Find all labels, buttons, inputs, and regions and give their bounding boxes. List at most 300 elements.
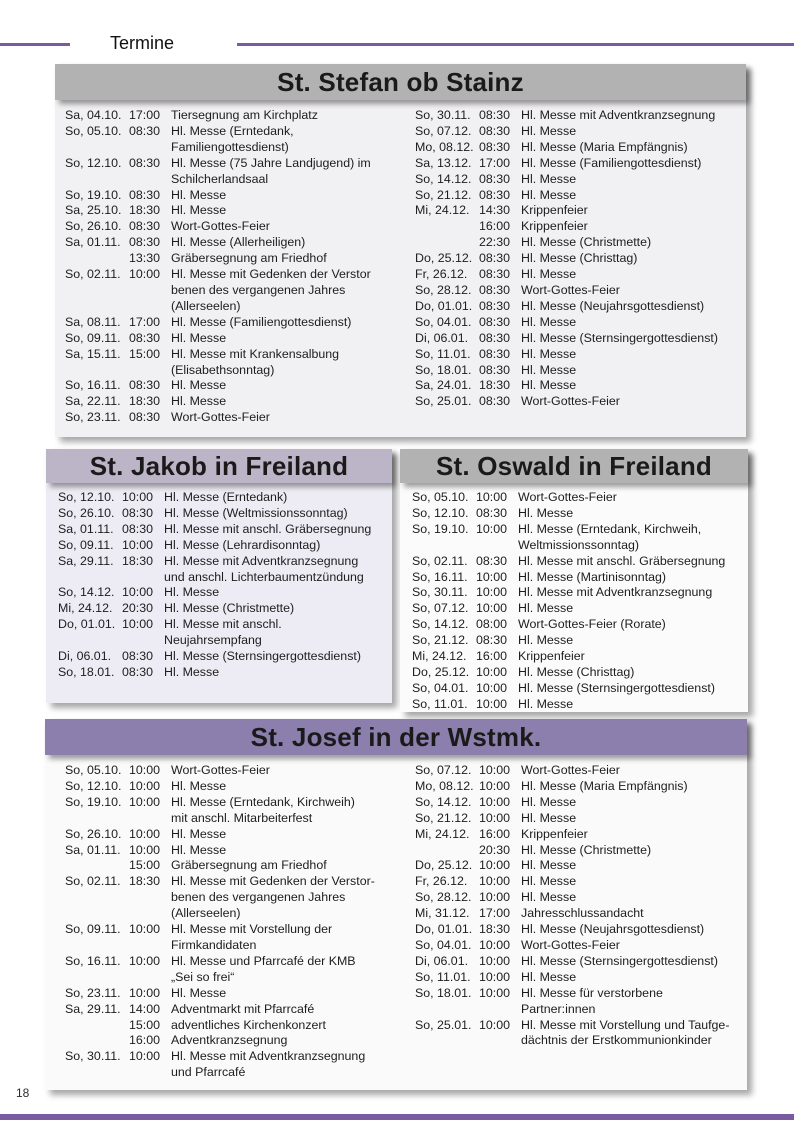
event-text: Hl. Messe (Erntedank, Kirchweih) mit anschl. Mitarbeiterfest: [171, 794, 355, 825]
event-text: Hl. Messe: [521, 874, 577, 889]
event-date: So, 25.01.: [415, 1017, 472, 1032]
event-date: So, 05.10.: [412, 490, 469, 504]
event-time: 10:00: [479, 794, 511, 809]
event-time: 08:30: [479, 282, 511, 297]
event-text: Hl. Messe (Christtag): [521, 251, 638, 266]
event-row: [412, 649, 744, 665]
event-row: [58, 554, 388, 586]
event-row: [65, 267, 415, 315]
event-text: Hl. Messe: [171, 985, 227, 1000]
event-row: [412, 617, 744, 633]
event-row: [65, 858, 415, 874]
event-date: Sa, 04.10.: [65, 108, 122, 122]
section-title: St. Stefan ob Stainz: [55, 64, 746, 100]
event-row: [412, 585, 744, 601]
event-text: Hl. Messe (Christtag): [518, 664, 635, 679]
event-text: Hl. Messe: [521, 969, 577, 984]
event-row: [412, 554, 744, 570]
event-text: Hl. Messe (Martinisonntag): [518, 569, 667, 584]
event-text: Hl. Messe: [521, 362, 577, 377]
event-text: Hl. Messe: [164, 585, 220, 600]
event-date: Di, 06.01.: [58, 649, 112, 664]
event-date: Sa, 29.11.: [65, 1001, 121, 1016]
event-text: Hl. Messe mit anschl. Gräbersegnung: [518, 553, 726, 568]
event-time: 08:30: [122, 505, 154, 520]
event-text: Krippenfeier: [521, 826, 588, 841]
event-row: [415, 140, 735, 156]
event-text: Gräbersegnung am Friedhof: [171, 858, 327, 873]
event-row: [415, 858, 745, 874]
event-time: 10:00: [479, 763, 511, 777]
event-text: Hl. Messe (Christmette): [521, 842, 652, 857]
event-text: Hl. Messe und Pfarrcafé der KMB „Sei so frei“: [171, 953, 356, 984]
event-time: 17:00: [129, 314, 161, 329]
event-date: So, 21.12.: [415, 187, 472, 202]
event-date: So, 23.11.: [65, 985, 121, 1000]
event-text: Hl. Messe: [518, 696, 574, 711]
event-date: Mi, 24.12.: [58, 601, 113, 616]
event-text: Hl. Messe (Neujahrsgottesdienst): [521, 298, 705, 313]
event-row: [58, 649, 388, 665]
event-time: 10:00: [479, 890, 511, 905]
event-row: [415, 394, 735, 410]
event-date: So, 18.01.: [58, 664, 115, 679]
event-row: [65, 827, 415, 843]
event-text: Hl. Messe mit Adventkranzsegnung und Pfarrcafé: [171, 1049, 366, 1080]
event-text: Hl. Messe (Weltmissionssonntag): [164, 505, 348, 520]
event-text: Hl. Messe: [521, 890, 577, 905]
event-text: Hl. Messe: [521, 378, 577, 393]
event-text: Krippenfeier: [518, 649, 585, 664]
section-body: [400, 483, 748, 713]
event-row: [65, 156, 415, 188]
event-date: Sa, 13.12.: [415, 155, 472, 170]
event-row: [58, 665, 388, 681]
event-time: 18:30: [479, 922, 511, 937]
event-date: Mo, 08.12.: [415, 778, 474, 793]
event-time: 08:30: [129, 219, 161, 234]
event-date: So, 14.12.: [58, 585, 115, 600]
event-text: Hl. Messe: [171, 203, 227, 218]
event-text: Hl. Messe: [521, 187, 577, 202]
event-text: Hl. Messe mit Vorstellung und Taufge- dächtnis der Erstkommunionkinder: [521, 1017, 730, 1048]
event-time: 10:00: [476, 585, 508, 600]
event-date: So, 02.11.: [65, 267, 121, 282]
event-date: So, 02.11.: [412, 553, 468, 568]
event-time: 10:00: [479, 778, 511, 793]
event-date: So, 09.11.: [65, 922, 121, 937]
event-time: 10:00: [476, 490, 508, 504]
page-number: 18: [16, 1086, 30, 1100]
event-row: [58, 617, 388, 649]
event-time: 08:30: [479, 123, 511, 138]
event-time: 16:00: [479, 219, 511, 234]
event-row: [65, 394, 415, 410]
event-time: 08:30: [476, 505, 508, 520]
event-time: 10:00: [479, 969, 511, 984]
event-date: So, 07.12.: [412, 601, 469, 616]
event-date: Mi, 24.12.: [415, 826, 470, 841]
event-text: Hl. Messe (Maria Empfängnis): [521, 139, 688, 154]
event-row: [65, 108, 415, 124]
event-date: Do, 25.12.: [412, 664, 470, 679]
event-row: [415, 156, 735, 172]
event-row: [412, 570, 744, 586]
event-row: [415, 203, 735, 219]
section-title: St. Oswald in Freiland: [400, 449, 748, 483]
event-text: Hl. Messe: [171, 187, 227, 202]
schedule-column-right: [415, 763, 745, 1049]
event-date: So, 25.01.: [415, 394, 472, 409]
event-time: 16:00: [479, 826, 511, 841]
event-date: Sa, 01.11.: [58, 521, 114, 536]
event-date: Fr, 26.12.: [415, 874, 468, 889]
event-row: [415, 970, 745, 986]
event-row: [65, 124, 415, 156]
event-row: [412, 601, 744, 617]
event-date: Mi, 24.12.: [415, 203, 470, 218]
event-row: [412, 681, 744, 697]
event-time: 08:30: [479, 171, 511, 186]
event-date: So, 04.01.: [415, 314, 472, 329]
event-row: [412, 522, 744, 554]
event-row: [65, 1002, 415, 1018]
event-text: Hl. Messe (Familiengottesdienst): [521, 155, 702, 170]
event-date: So, 14.12.: [415, 171, 472, 186]
section-title: St. Josef in der Wstmk.: [45, 719, 747, 755]
event-time: 13:30: [129, 251, 161, 266]
event-row: [65, 331, 415, 347]
event-text: Hl. Messe: [521, 346, 577, 361]
event-row: [415, 827, 745, 843]
event-time: 14:00: [129, 1001, 161, 1016]
event-time: 08:30: [129, 155, 161, 170]
event-text: Hl. Messe mit Vorstellung der Firmkandidaten: [171, 922, 333, 952]
event-date: Mi, 24.12.: [412, 649, 467, 664]
event-date: Di, 06.01.: [415, 953, 469, 968]
event-time: 10:00: [479, 953, 511, 968]
schedule-column: [412, 490, 744, 713]
event-text: Wort-Gottes-Feier: [521, 394, 620, 409]
event-date: Sa, 01.11.: [65, 842, 121, 857]
event-text: Hl. Messe: [171, 394, 227, 409]
event-time: 17:00: [479, 155, 511, 170]
event-time: 08:30: [479, 362, 511, 377]
event-row: [65, 1049, 415, 1081]
event-time: 08:30: [479, 108, 511, 122]
event-text: Hl. Messe: [521, 794, 577, 809]
event-text: Wort-Gottes-Feier: [521, 937, 620, 952]
section-st-stefan: [55, 64, 746, 437]
event-text: Hl. Messe (Maria Empfängnis): [521, 778, 688, 793]
schedule-column-left: [65, 108, 415, 426]
event-text: Wort-Gottes-Feier: [518, 490, 617, 504]
event-date: Fr, 26.12.: [415, 267, 468, 282]
event-row: [58, 490, 388, 506]
event-text: Hl. Messe: [171, 842, 227, 857]
event-date: So, 21.12.: [415, 810, 472, 825]
section-title: St. Jakob in Freiland: [46, 449, 392, 483]
event-time: 10:00: [479, 1017, 511, 1032]
event-date: [415, 219, 479, 235]
event-date: So, 04.01.: [412, 680, 469, 695]
event-text: Hl. Messe mit anschl. Gräbersegnung: [164, 521, 372, 536]
event-date: So, 30.11.: [412, 585, 468, 600]
event-text: Hl. Messe (Sternsingergottesdienst): [521, 330, 718, 345]
event-date: So, 18.01.: [415, 362, 472, 377]
event-time: 08:30: [129, 123, 161, 138]
event-date: So, 07.12.: [415, 123, 472, 138]
event-time: 20:30: [479, 842, 511, 857]
event-time: 08:30: [479, 346, 511, 361]
event-time: 17:00: [479, 906, 511, 921]
event-time: 08:30: [479, 394, 511, 409]
event-row: [415, 108, 735, 124]
event-time: 22:30: [479, 235, 511, 250]
event-text: Krippenfeier: [521, 219, 588, 234]
event-row: [65, 922, 415, 954]
event-row: [415, 843, 745, 859]
event-date: So, 16.11.: [412, 569, 468, 584]
event-text: Hl. Messe: [521, 267, 577, 282]
event-time: 15:00: [129, 346, 161, 361]
event-date: Do, 01.01.: [415, 298, 473, 313]
section-st-oswald: [400, 449, 748, 712]
event-time: 18:30: [129, 203, 161, 218]
event-time: 10:00: [122, 537, 154, 552]
event-date: So, 14.12.: [412, 617, 469, 632]
event-row: [415, 954, 745, 970]
event-date: So, 04.01.: [415, 937, 472, 952]
event-date: Sa, 22.11.: [65, 394, 121, 409]
event-row: [412, 506, 744, 522]
event-text: Hl. Messe mit Adventkranzsegnung: [518, 585, 713, 600]
event-row: [415, 795, 745, 811]
event-row: [65, 954, 415, 986]
event-row: [415, 331, 735, 347]
event-row: [415, 779, 745, 795]
event-date: So, 09.11.: [65, 330, 121, 345]
event-row: [415, 890, 745, 906]
event-time: 10:00: [476, 696, 508, 711]
event-row: [415, 363, 735, 379]
event-date: So, 28.12.: [415, 890, 472, 905]
event-row: [415, 938, 745, 954]
event-date: So, 12.10.: [58, 490, 115, 504]
event-time: 10:00: [479, 874, 511, 889]
event-time: 08:30: [479, 330, 511, 345]
footer-rule: [0, 1114, 794, 1120]
event-time: 16:00: [476, 649, 508, 664]
event-time: 08:30: [129, 187, 161, 202]
event-time: 16:00: [129, 1033, 161, 1048]
event-date: So, 11.01.: [415, 346, 471, 361]
event-text: Hl. Messe: [521, 314, 577, 329]
event-text: Hl. Messe (Familiengottesdienst): [171, 314, 352, 329]
event-time: 10:00: [129, 267, 161, 282]
event-row: [415, 283, 735, 299]
event-date: Sa, 24.01.: [415, 378, 472, 393]
event-row: [415, 124, 735, 140]
header-rule-left: [0, 43, 70, 46]
event-time: 10:00: [129, 1049, 161, 1064]
event-time: 10:00: [122, 585, 154, 600]
event-text: Hl. Messe: [164, 664, 220, 679]
event-date: So, 26.10.: [58, 505, 115, 520]
event-text: adventliches Kirchenkonzert: [171, 1017, 326, 1032]
event-row: [65, 843, 415, 859]
event-text: Hl. Messe (Sternsingergottesdienst): [518, 680, 715, 695]
event-time: 10:00: [122, 490, 154, 504]
event-text: Hl. Messe (Erntedank, Kirchweih, Weltmissionssonntag): [518, 521, 702, 552]
event-date: So, 28.12.: [415, 282, 472, 297]
event-row: [415, 251, 735, 267]
event-time: 08:30: [479, 251, 511, 266]
event-date: So, 26.10.: [65, 826, 122, 841]
event-time: 10:00: [122, 617, 154, 632]
event-row: [412, 633, 744, 649]
event-time: 10:00: [479, 985, 511, 1000]
event-time: 10:00: [479, 937, 511, 952]
event-text: Wort-Gottes-Feier: [171, 763, 270, 777]
event-time: 08:30: [479, 139, 511, 154]
section-body: [55, 100, 746, 426]
event-text: Hl. Messe: [171, 826, 227, 841]
event-row: [415, 986, 745, 1018]
event-time: 10:00: [129, 763, 161, 777]
event-row: [65, 795, 415, 827]
event-date: So, 30.11.: [65, 1049, 121, 1064]
event-date: So, 23.11.: [65, 410, 121, 425]
event-text: Hl. Messe mit anschl. Neujahrsempfang: [164, 617, 282, 648]
event-time: 08:30: [122, 664, 154, 679]
event-date: So, 19.10.: [65, 794, 122, 809]
event-row: [58, 506, 388, 522]
event-text: Wort-Gottes-Feier: [521, 763, 620, 777]
event-date: So, 30.11.: [415, 108, 471, 122]
event-text: Jahresschlussandacht: [521, 906, 644, 921]
event-time: 10:00: [476, 601, 508, 616]
event-time: 08:00: [476, 617, 508, 632]
event-text: Hl. Messe (Erntedank, Familiengottesdienst): [171, 123, 294, 154]
event-date: Do, 01.01.: [58, 617, 116, 632]
event-row: [65, 235, 415, 251]
event-time: 18:30: [129, 874, 161, 889]
event-row: [415, 763, 745, 779]
event-text: Hl. Messe (Allerheiligen): [171, 235, 306, 250]
event-row: [412, 697, 744, 713]
event-row: [65, 986, 415, 1002]
section-st-josef: [45, 719, 747, 1090]
event-time: 10:00: [129, 922, 161, 937]
event-text: Hl. Messe: [521, 858, 577, 873]
event-time: 10:00: [129, 953, 161, 968]
event-time: 18:30: [129, 394, 161, 409]
event-row: [415, 378, 735, 394]
event-date: So, 21.12.: [412, 633, 469, 648]
event-date: So, 05.10.: [65, 763, 122, 777]
event-row: [415, 299, 735, 315]
event-text: Wort-Gottes-Feier: [521, 282, 620, 297]
event-text: Hl. Messe (Erntedank): [164, 490, 288, 504]
event-row: [58, 522, 388, 538]
event-date: So, 02.11.: [65, 874, 121, 889]
event-date: Sa, 08.11.: [65, 314, 121, 329]
event-row: [65, 347, 415, 379]
event-time: 15:00: [129, 858, 161, 873]
event-date: So, 19.10.: [412, 521, 469, 536]
event-row: [65, 1033, 415, 1049]
event-row: [65, 763, 415, 779]
event-time: 08:30: [122, 521, 154, 536]
event-date: [415, 843, 479, 859]
event-date: So, 09.11.: [58, 537, 114, 552]
event-text: Hl. Messe mit Adventkranzsegnung und anschl. Lichterbaumentzündung: [164, 553, 364, 584]
event-date: So, 12.10.: [412, 505, 469, 520]
event-date: So, 14.12.: [415, 794, 472, 809]
event-time: 08:30: [476, 553, 508, 568]
event-time: 18:30: [479, 378, 511, 393]
event-time: 15:00: [129, 1017, 161, 1032]
page-kicker: Termine: [110, 33, 175, 53]
event-text: Hl. Messe: [521, 810, 577, 825]
event-date: [65, 1018, 129, 1034]
event-text: Hl. Messe (Sternsingergottesdienst): [521, 953, 718, 968]
event-row: [65, 410, 415, 426]
event-date: So, 16.11.: [65, 378, 121, 393]
event-row: [58, 601, 388, 617]
event-time: 10:00: [129, 826, 161, 841]
event-date: So, 05.10.: [65, 123, 122, 138]
event-date: Mo, 08.12.: [415, 139, 474, 154]
event-date: So, 11.01.: [415, 969, 471, 984]
section-body: [46, 483, 392, 681]
event-time: 10:00: [476, 664, 508, 679]
event-date: So, 07.12.: [415, 763, 472, 777]
event-text: Hl. Messe (Neujahrsgottesdienst): [521, 922, 705, 937]
section-st-jakob: [46, 449, 392, 703]
event-text: Hl. Messe: [521, 123, 577, 138]
event-row: [65, 203, 415, 219]
event-date: Di, 06.01.: [415, 330, 469, 345]
schedule-column-left: [65, 763, 415, 1081]
event-row: [65, 874, 415, 922]
event-row: [415, 235, 735, 251]
event-row: [58, 585, 388, 601]
event-time: 08:30: [129, 378, 161, 393]
event-time: 10:00: [129, 842, 161, 857]
event-text: Hl. Messe für verstorbene Partner:innen: [521, 985, 663, 1016]
event-date: Do, 01.01.: [415, 922, 473, 937]
event-text: Hl. Messe (Sternsingergottesdienst): [164, 649, 361, 664]
event-date: [65, 858, 129, 874]
event-time: 08:30: [129, 410, 161, 425]
event-text: Hl. Messe mit Adventkranzsegnung: [521, 108, 716, 122]
event-row: [65, 251, 415, 267]
event-row: [415, 267, 735, 283]
event-text: Hl. Messe mit Krankensalbung (Elisabethsonntag): [171, 346, 340, 377]
event-row: [58, 538, 388, 554]
event-row: [415, 1018, 745, 1050]
event-text: Hl. Messe (Lehrardisonntag): [164, 537, 321, 552]
event-time: 20:30: [122, 601, 154, 616]
event-row: [415, 219, 735, 235]
event-date: Sa, 29.11.: [58, 553, 114, 568]
event-text: Hl. Messe (Christmette): [164, 601, 295, 616]
event-time: 08:30: [479, 187, 511, 202]
event-row: [65, 188, 415, 204]
event-row: [65, 1018, 415, 1034]
